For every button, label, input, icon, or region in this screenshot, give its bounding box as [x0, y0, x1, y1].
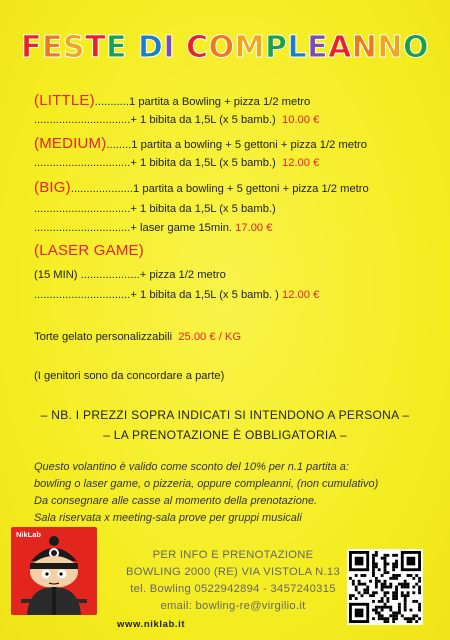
- title-letter: E: [41, 30, 63, 65]
- title-letter: I: [163, 30, 176, 65]
- dot-leader: ...............................: [34, 157, 131, 169]
- package-line: 1 partita a bowling + 5 gettoni + pizza 1/2 metro: [133, 183, 369, 195]
- title-letter: C: [186, 30, 209, 65]
- nb-prices-note: – NB. I PREZZI SOPRA INDICATI SI INTENDONO A PERSONA –: [40, 408, 410, 422]
- title-letter: [175, 30, 186, 66]
- dot-leader: ...................: [80, 269, 140, 281]
- package-laser-row0: [34, 244, 144, 259]
- package-little-row1: [34, 94, 310, 109]
- package-line: + 1 bibita da 1,5L (x 5 bamb.): [130, 203, 276, 215]
- package-line: + 1 bibita da 1,5L (x 5 bamb.): [130, 157, 276, 169]
- package-price: 17.00 €: [235, 222, 273, 234]
- package-sub: (15 MIN): [34, 269, 78, 281]
- title-letter: N: [351, 30, 378, 65]
- package-laser-row1: [34, 268, 226, 282]
- package-line: 1 partita a Bowling + pizza 1/2 metro: [128, 96, 311, 108]
- package-price: 12.00 €: [282, 289, 320, 301]
- info-line-3: tel. Bowling 0522942894 - 3457240315: [130, 583, 336, 595]
- title-letter: O: [208, 30, 235, 65]
- title-letter: D: [138, 30, 164, 65]
- dot-leader: ....................: [70, 183, 134, 195]
- package-line: + 1 bibita da 1,5L (x 5 bamb.): [130, 114, 276, 126]
- promo-line-4: Sala riservata x meeting-sala prove per gruppi musicali: [34, 512, 302, 524]
- package-line: 1 partita a bowling + 5 gettoni + pizza 1/2 metro: [131, 139, 367, 151]
- torte-row: [34, 330, 241, 344]
- torte-label: Torte gelato personalizzabili: [34, 331, 173, 343]
- title-letter: E: [307, 30, 329, 65]
- logo-brand: NikLab: [16, 530, 42, 539]
- dot-leader: ........: [106, 139, 132, 151]
- title-letter: A: [328, 30, 352, 65]
- qr-code-graphic: [347, 549, 423, 625]
- dot-leader: ...............................: [34, 222, 131, 234]
- torte-price: 25.00 € / KG: [178, 331, 242, 343]
- package-name: (MEDIUM): [34, 135, 107, 152]
- title-letter: F: [20, 30, 42, 65]
- promo-line-1: Questo volantino è valido come sconto del 10% per n.1 partita a:: [34, 461, 349, 473]
- package-name: (LASER GAME): [34, 242, 144, 259]
- promo-line-2: bowling o laser game, o pizzeria, oppure compleanni, (non cumulativo): [34, 478, 379, 490]
- dot-leader: ...............................: [34, 203, 131, 215]
- package-big-row1: [34, 181, 369, 196]
- niklab-logo: [11, 527, 97, 615]
- package-name: (BIG): [34, 179, 71, 196]
- dot-leader: ...............................: [34, 289, 131, 301]
- page-title: [0, 30, 450, 66]
- dot-leader: ...........: [94, 96, 129, 108]
- package-price: 12.00 €: [282, 157, 320, 169]
- nb-booking-note: – LA PRENOTAZIONE È OBBLIGATORIA –: [103, 428, 347, 442]
- info-line-2: BOWLING 2000 (RE) VIA VISTOLA N.13: [126, 566, 340, 578]
- package-line: + laser game 15min.: [130, 222, 233, 234]
- package-medium-row1: [34, 137, 367, 152]
- cartoon-character-icon: [11, 527, 97, 615]
- package-big-row3: [34, 221, 272, 235]
- title-letter: O: [403, 30, 430, 65]
- package-big-row2: [34, 202, 276, 216]
- title-letter: T: [85, 30, 107, 65]
- genitori-note: (I genitori sono da concordare a parte): [34, 370, 225, 382]
- title-letter: E: [106, 30, 128, 65]
- package-medium-row2: [34, 156, 319, 170]
- promo-line-3: Da consegnare alle casse al momento della prenotazione.: [34, 495, 318, 507]
- package-line: + pizza 1/2 metro: [139, 269, 226, 281]
- dot-leader: ...............................: [34, 114, 131, 126]
- title-letter: P: [264, 30, 288, 65]
- package-laser-row2: [34, 288, 319, 302]
- title-letter: M: [234, 30, 265, 65]
- info-line-4: email: bowling-re@virgilio.it: [160, 600, 306, 612]
- package-little-row2: [34, 113, 319, 127]
- package-price: 10.00 €: [282, 114, 320, 126]
- title-letter: [127, 30, 138, 66]
- website-url: www.niklab.it: [117, 619, 186, 630]
- title-letter: S: [62, 30, 86, 65]
- title-letter: N: [377, 30, 403, 65]
- qr-code-icon: [347, 549, 423, 625]
- package-line: + 1 bibita da 1,5L (x 5 bamb. ): [130, 289, 279, 301]
- info-line-1: PER INFO E PRENOTAZIONE: [152, 549, 314, 561]
- title-letter: L: [287, 30, 308, 65]
- package-name: (LITTLE): [34, 92, 95, 109]
